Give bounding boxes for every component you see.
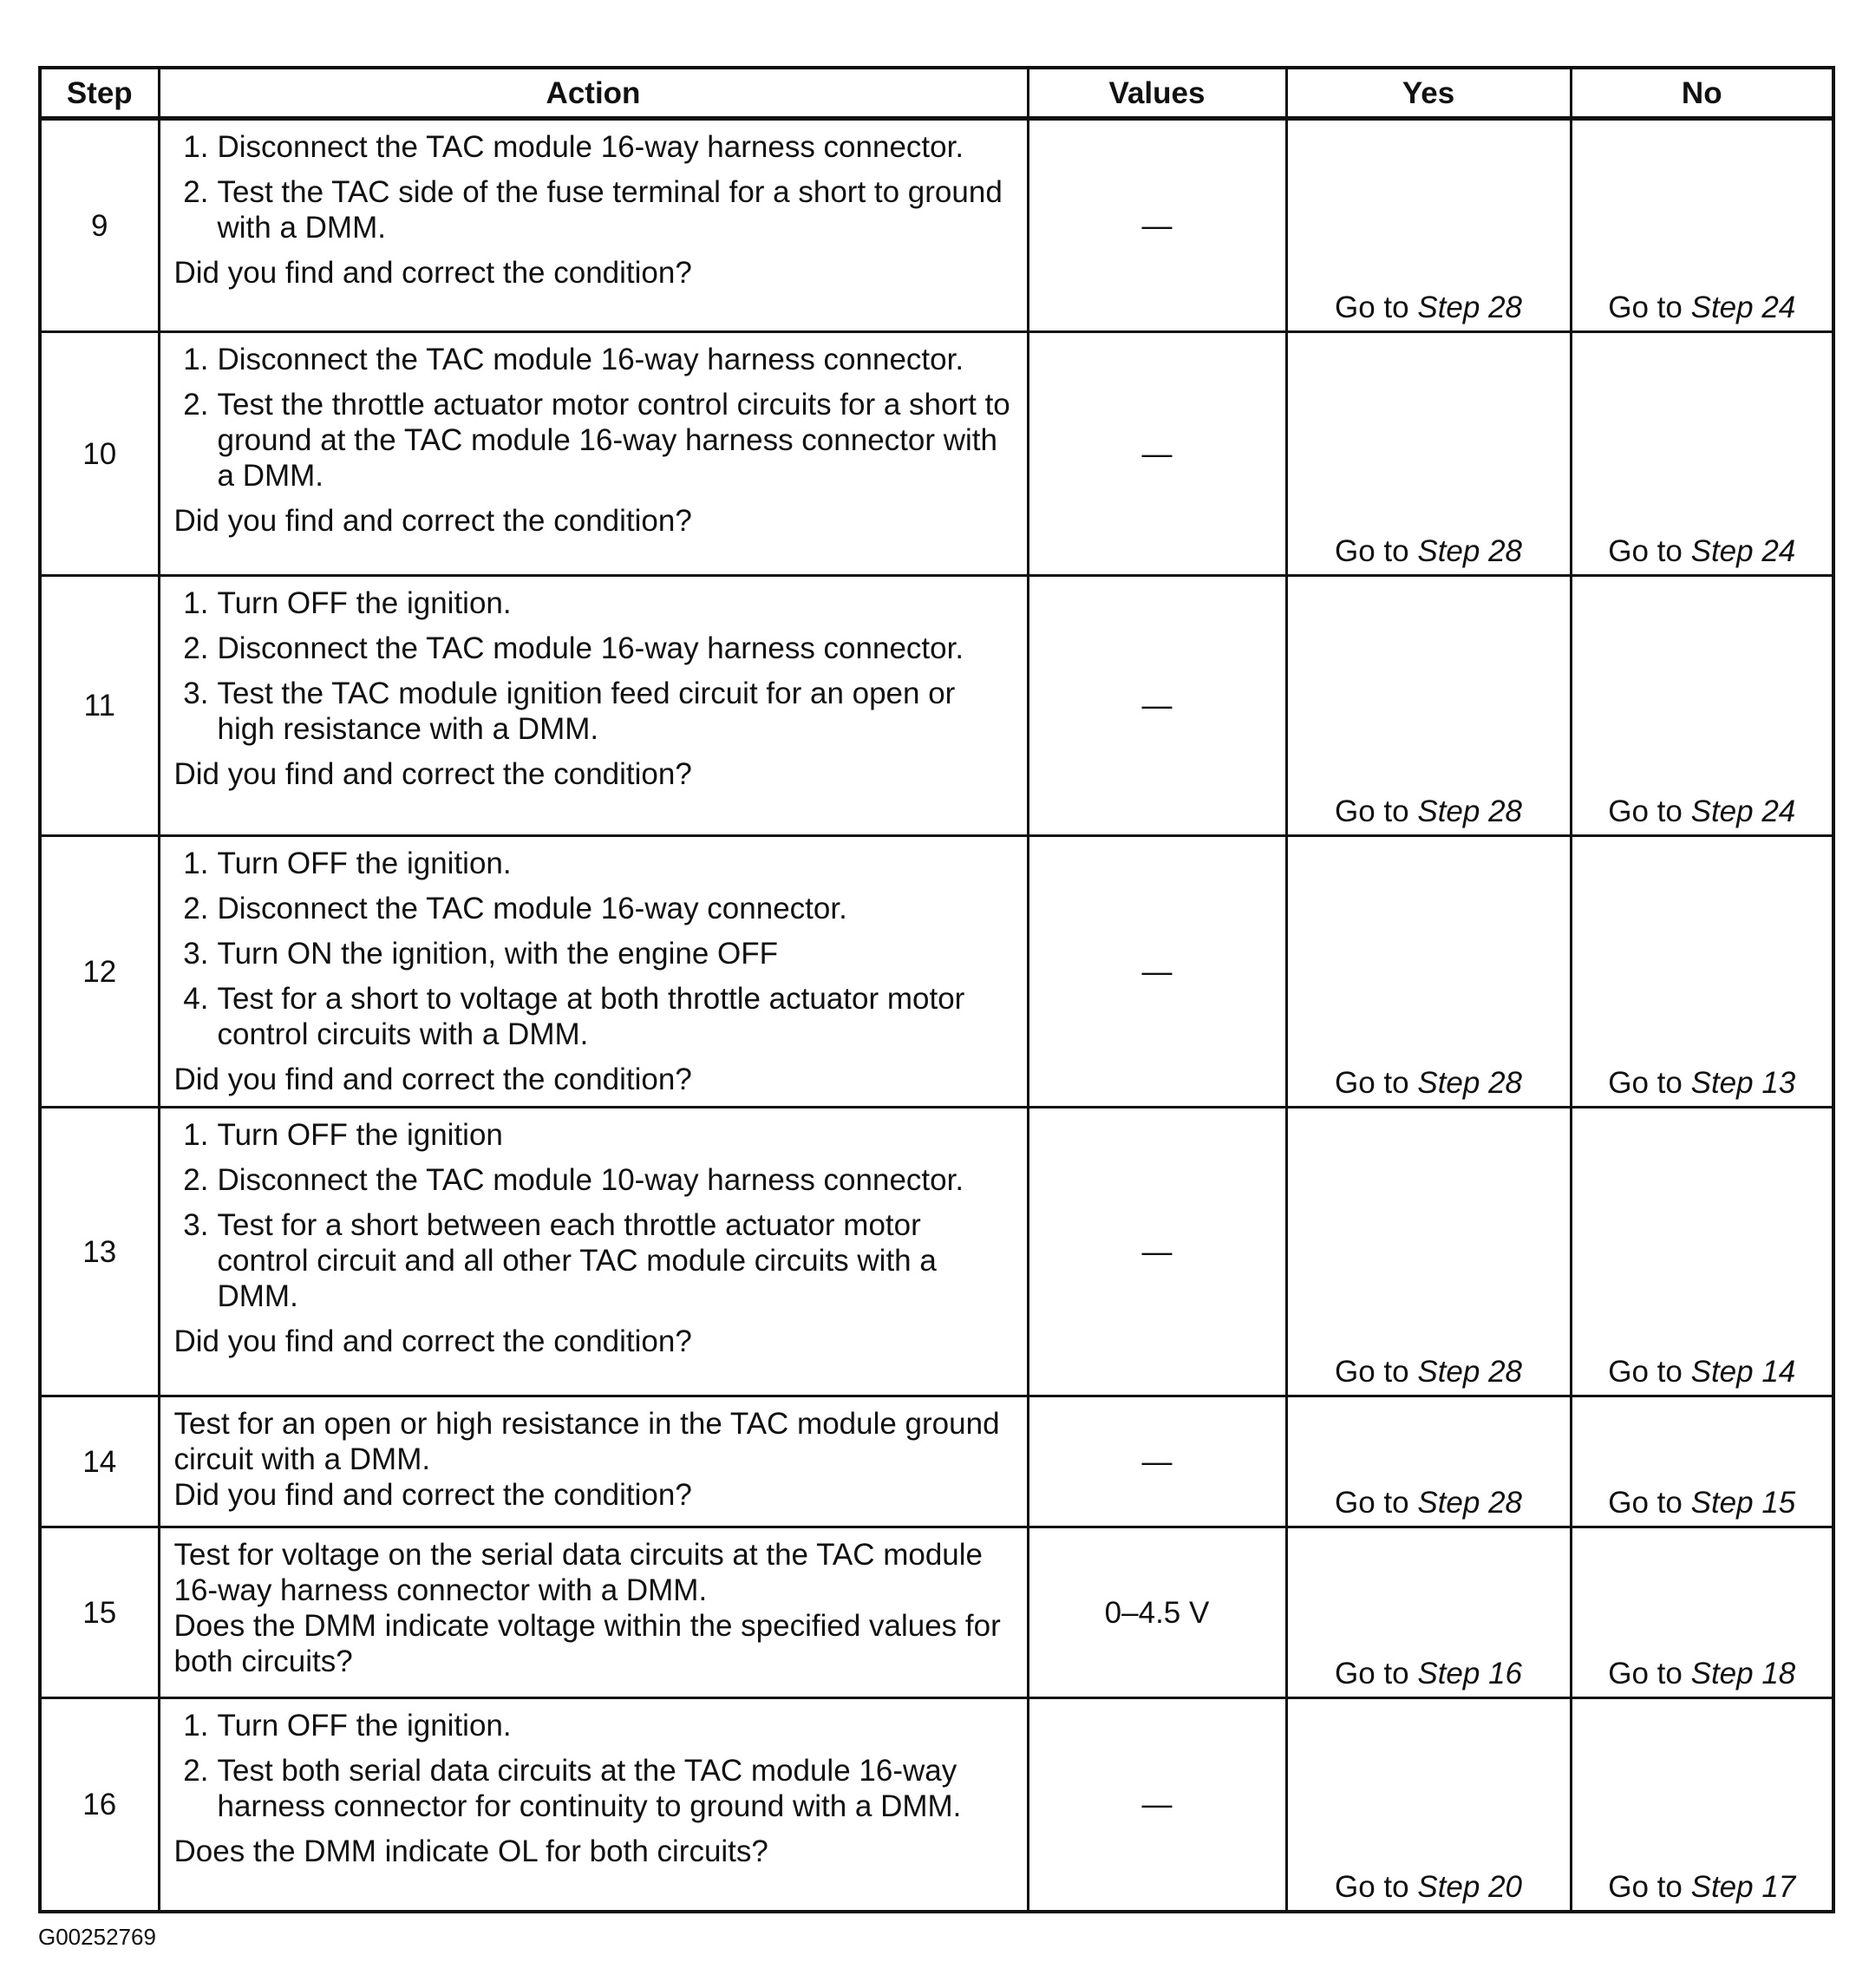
no-step-link[interactable]: Step 17 <box>1690 1869 1796 1904</box>
step-number: 10 <box>40 332 159 576</box>
action-step-text: Turn OFF the ignition. <box>217 586 512 620</box>
yes-goto-prefix: Go to <box>1335 1657 1409 1690</box>
action-step-text: Test both serial data circuits at the TAC module 16-way harness connector for continuity to ground with a DMM. <box>217 1754 962 1823</box>
action-step-number: 3 . <box>174 936 209 971</box>
step-number: 9 <box>40 119 159 332</box>
no-cell <box>1571 332 1833 576</box>
no-goto-prefix: Go to <box>1608 1486 1683 1520</box>
yes-step-link[interactable]: Step 28 <box>1417 534 1522 568</box>
yes-cell <box>1286 1396 1571 1527</box>
value-cell: — <box>1028 119 1286 332</box>
yes-goto-prefix: Go to <box>1335 1066 1409 1100</box>
action-step <box>183 891 1011 926</box>
action-step-text: Turn OFF the ignition. <box>217 1709 512 1743</box>
action-step <box>183 1207 1011 1314</box>
action-step-number: 2 . <box>174 891 209 926</box>
action-step <box>183 936 1011 971</box>
action-step <box>183 387 1011 494</box>
header-values: Values <box>1028 68 1286 119</box>
step-number: 12 <box>40 836 159 1108</box>
header-action: Action <box>159 68 1028 119</box>
action-step-number: 2 . <box>174 1162 209 1198</box>
action-steps-list <box>174 129 1011 245</box>
header-step: Step <box>40 68 159 119</box>
action-steps-list <box>174 342 1011 494</box>
action-cell <box>159 1527 1028 1698</box>
no-cell <box>1571 119 1833 332</box>
action-steps-list <box>174 585 1011 747</box>
action-step-text: Turn OFF the ignition. <box>217 847 512 880</box>
action-cell <box>159 1108 1028 1396</box>
action-step <box>183 631 1011 666</box>
action-step-number: 2 . <box>174 1753 209 1789</box>
no-cell <box>1571 1527 1833 1698</box>
action-step-text: Test the throttle actuator motor control circuits for a short to ground at the TAC module 16-way harness connector with a DMM. <box>217 388 1010 493</box>
action-step <box>183 342 1011 377</box>
action-step-text: Disconnect the TAC module 16-way connector. <box>217 892 847 925</box>
table-row <box>40 1698 1833 1912</box>
step-number: 15 <box>40 1527 159 1698</box>
action-step-text: Turn ON the ignition, with the engine OFF <box>217 937 779 971</box>
no-step-link[interactable]: Step 24 <box>1690 291 1796 324</box>
value-cell: — <box>1028 836 1286 1108</box>
action-step <box>183 846 1011 881</box>
action-cell <box>159 1698 1028 1912</box>
action-step-number: 1 . <box>174 585 209 621</box>
no-goto-prefix: Go to <box>1608 534 1683 568</box>
table-row <box>40 1396 1833 1527</box>
no-cell <box>1571 1698 1833 1912</box>
no-step-link[interactable]: Step 13 <box>1690 1066 1796 1100</box>
yes-goto-prefix: Go to <box>1335 1869 1409 1904</box>
action-question: Did you find and correct the condition? <box>173 504 692 538</box>
yes-goto-prefix: Go to <box>1335 534 1409 568</box>
action-step <box>183 981 1011 1052</box>
step-number: 11 <box>40 576 159 836</box>
no-step-link[interactable]: Step 14 <box>1690 1355 1796 1389</box>
action-step-text: Disconnect the TAC module 16-way harness connector. <box>217 343 964 376</box>
table-body <box>40 119 1833 1912</box>
action-step <box>183 585 1011 621</box>
action-steps-list <box>174 1117 1011 1314</box>
step-number: 14 <box>40 1396 159 1527</box>
yes-goto-prefix: Go to <box>1335 1355 1409 1389</box>
action-cell <box>159 1396 1028 1527</box>
yes-cell <box>1286 1108 1571 1396</box>
diagnostic-table <box>38 66 1835 1913</box>
action-question: Did you find and correct the condition? <box>173 1063 692 1096</box>
table-header-row <box>40 68 1833 119</box>
action-step <box>183 129 1011 165</box>
no-step-link[interactable]: Step 24 <box>1690 795 1796 828</box>
action-step <box>183 1708 1011 1743</box>
yes-step-link[interactable]: Step 28 <box>1417 1066 1522 1100</box>
table-row <box>40 1108 1833 1396</box>
yes-cell <box>1286 576 1571 836</box>
action-step-text: Disconnect the TAC module 10-way harness connector. <box>217 1163 964 1197</box>
table-row <box>40 836 1833 1108</box>
yes-cell <box>1286 1698 1571 1912</box>
action-cell <box>159 119 1028 332</box>
no-cell <box>1571 836 1833 1108</box>
action-step-text: Disconnect the TAC module 16-way harness connector. <box>217 631 964 665</box>
no-step-link[interactable]: Step 18 <box>1690 1657 1796 1690</box>
value-cell: — <box>1028 576 1286 836</box>
action-step-number: 1 . <box>174 129 209 165</box>
yes-cell <box>1286 119 1571 332</box>
value-cell: — <box>1028 332 1286 576</box>
action-intro: Test for an open or high resistance in the TAC module ground circuit with a DMM. <box>173 1407 1000 1476</box>
step-number: 13 <box>40 1108 159 1396</box>
header-no: No <box>1571 68 1833 119</box>
figure-id: G00252769 <box>38 1924 156 1950</box>
table-row <box>40 332 1833 576</box>
table-row <box>40 1527 1833 1698</box>
no-step-link[interactable]: Step 15 <box>1690 1486 1796 1520</box>
action-intro: Test for voltage on the serial data circuits at the TAC module 16-way harness connector with a DMM. <box>173 1538 984 1607</box>
action-cell <box>159 332 1028 576</box>
action-step-text: Test for a short to voltage at both throttle actuator motor control circuits with a DMM. <box>217 982 965 1051</box>
yes-step-link[interactable]: Step 28 <box>1417 1355 1522 1389</box>
action-step-text: Test the TAC module ignition feed circuit for an open or high resistance with a DMM. <box>217 677 956 746</box>
value-cell: — <box>1028 1396 1286 1527</box>
yes-cell <box>1286 1527 1571 1698</box>
action-step <box>183 1117 1011 1153</box>
no-goto-prefix: Go to <box>1608 1869 1683 1904</box>
action-question: Does the DMM indicate voltage within the specified values for both circuits? <box>173 1609 1001 1678</box>
action-step-number: 2 . <box>174 631 209 666</box>
yes-step-link[interactable]: Step 28 <box>1417 291 1522 324</box>
yes-step-link[interactable]: Step 28 <box>1417 795 1522 828</box>
action-cell <box>159 836 1028 1108</box>
action-question: Does the DMM indicate OL for both circuits? <box>173 1834 768 1868</box>
action-step-text: Disconnect the TAC module 16-way harness connector. <box>217 130 964 164</box>
action-step <box>183 174 1011 245</box>
action-step-number: 1 . <box>174 1117 209 1153</box>
action-step-number: 1 . <box>174 846 209 881</box>
action-step-number: 3 . <box>174 1207 209 1243</box>
action-steps-list <box>174 1708 1011 1824</box>
value-cell: — <box>1028 1108 1286 1396</box>
action-step-number: 1 . <box>174 342 209 377</box>
yes-cell <box>1286 332 1571 576</box>
action-step-text: Turn OFF the ignition <box>217 1118 503 1152</box>
no-cell <box>1571 1108 1833 1396</box>
action-question: Did you find and correct the condition? <box>173 1478 692 1512</box>
action-step <box>183 676 1011 747</box>
yes-goto-prefix: Go to <box>1335 291 1409 324</box>
yes-cell <box>1286 836 1571 1108</box>
no-cell <box>1571 1396 1833 1527</box>
action-step-number: 4 . <box>174 981 209 1017</box>
action-steps-list <box>174 846 1011 1052</box>
no-step-link[interactable]: Step 24 <box>1690 534 1796 568</box>
yes-step-link[interactable]: Step 28 <box>1417 1486 1522 1520</box>
action-step-number: 3 . <box>174 676 209 711</box>
action-step <box>183 1162 1011 1198</box>
action-step-number: 1 . <box>174 1708 209 1743</box>
yes-step-link[interactable]: Step 20 <box>1417 1869 1522 1904</box>
no-cell <box>1571 576 1833 836</box>
yes-goto-prefix: Go to <box>1335 795 1409 828</box>
action-step-text: Test the TAC side of the fuse terminal for a short to ground with a DMM. <box>217 175 1003 245</box>
yes-goto-prefix: Go to <box>1335 1486 1409 1520</box>
action-question: Did you find and correct the condition? <box>173 256 692 290</box>
action-step-number: 2 . <box>174 387 209 422</box>
no-goto-prefix: Go to <box>1608 291 1683 324</box>
action-step-text: Test for a short between each throttle actuator motor control circuit and all other TAC module circuits with a DMM. <box>217 1208 937 1313</box>
table-row <box>40 576 1833 836</box>
no-goto-prefix: Go to <box>1608 795 1683 828</box>
action-cell <box>159 576 1028 836</box>
no-goto-prefix: Go to <box>1608 1657 1683 1690</box>
step-number: 16 <box>40 1698 159 1912</box>
value-cell: 0–4.5 V <box>1028 1527 1286 1698</box>
action-question: Did you find and correct the condition? <box>173 757 692 791</box>
header-yes: Yes <box>1286 68 1571 119</box>
no-goto-prefix: Go to <box>1608 1355 1683 1389</box>
action-step <box>183 1753 1011 1824</box>
action-question: Did you find and correct the condition? <box>173 1324 692 1358</box>
no-goto-prefix: Go to <box>1608 1066 1683 1100</box>
yes-step-link[interactable]: Step 16 <box>1417 1657 1522 1690</box>
action-step-number: 2 . <box>174 174 209 210</box>
table-row <box>40 119 1833 332</box>
value-cell: — <box>1028 1698 1286 1912</box>
